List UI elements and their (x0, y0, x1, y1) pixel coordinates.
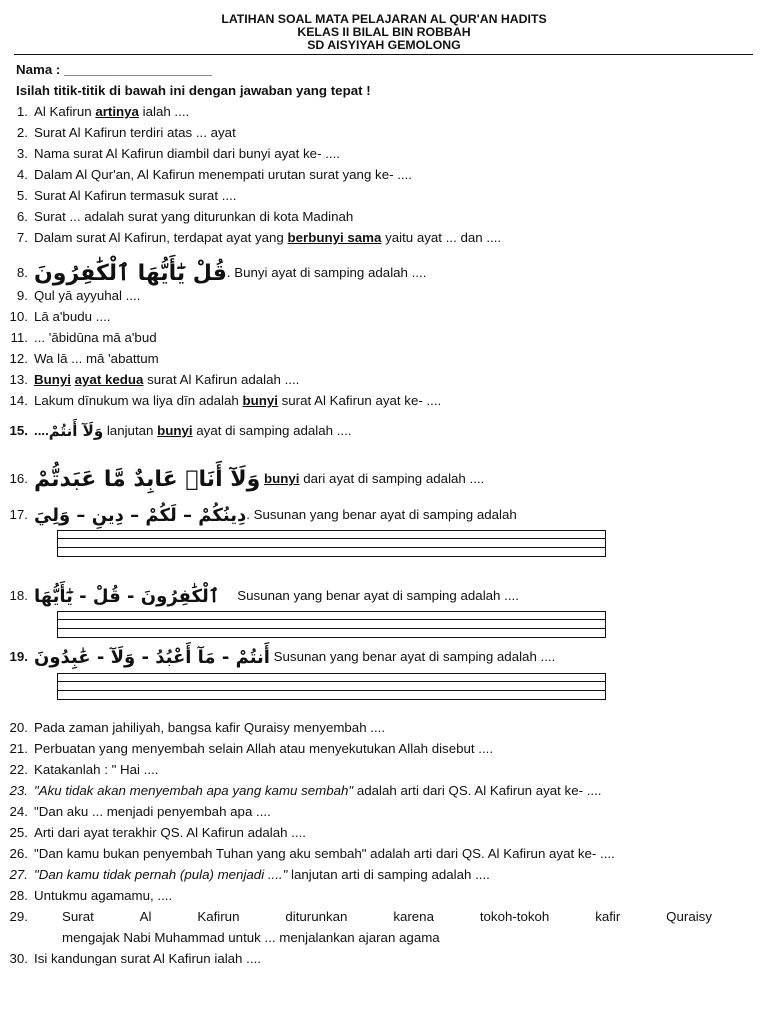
question-25: 25. Arti dari ayat terakhir QS. Al Kafirun adalah .... (9, 825, 306, 840)
arabic-verse: ٱلْكَٰفِرُونَ - قُلْ - يَٰٓأَيُّهَا (34, 586, 220, 607)
header-school: SD AISYIYAH GEMOLONG (307, 38, 461, 52)
question-22: 22. Katakanlah : " Hai .... (9, 762, 159, 777)
question-26: 26. "Dan kamu bukan penyembah Tuhan yang aku sembah" adalah arti dari QS. Al Kafirun ayat ke- .... (9, 846, 615, 861)
question-18: 18. ٱلْكَٰفِرُونَ - قُلْ - يَٰٓأَيُّهَا Susunan yang benar ayat di samping adalah .... (9, 586, 519, 607)
question-12: 12. Wa lā ... mā 'abattum (9, 351, 159, 366)
question-23: 23. "Aku tidak akan menyembah apa yang kamu sembah" adalah arti dari QS. Al Kafirun ayat ke- .... (9, 783, 602, 798)
emphasis: bunyi (157, 423, 193, 438)
emphasis: berbunyi sama (287, 230, 382, 245)
question-6: 6. Surat ... adalah surat yang diturunkan di kota Madinah (16, 209, 354, 224)
question-9: 9. Qul yā ayyuhal .... (16, 288, 141, 303)
question-21: 21. Perbuatan yang menyembah selain Allah atau menyekutukan Allah disebut .... (9, 741, 494, 756)
arabic-verse: قُلْ يَٰٓأَيُّهَا ٱلْكَٰفِرُونَ (34, 261, 227, 286)
question-14: 14. Lakum dīnukum wa liya dīn adalah bunyi surat Al Kafirun ayat ke- .... (9, 393, 442, 408)
emphasis: bunyi (264, 471, 300, 486)
question-29-line1: Surat Al Kafirun diturunkan karena tokoh-tokoh kafir Quraisy (62, 909, 712, 924)
question-1: 1. Al Kafirun artinya ialah .... (16, 104, 190, 119)
question-13: 13. Bunyi ayat kedua surat Al Kafirun adalah .... (9, 372, 300, 387)
instruction: Isilah titik-titik di bawah ini dengan jawaban yang tepat ! (16, 83, 371, 98)
emphasis: Bunyi (34, 372, 71, 387)
question-30: 30. Isi kandungan surat Al Kafirun ialah .... (9, 951, 261, 966)
worksheet-header (0, 13, 768, 52)
question-5: 5. Surat Al Kafirun termasuk surat .... (16, 188, 237, 203)
header-class: KELAS II BILAL BIN ROBBAH (297, 25, 471, 39)
question-10: 10. Lā a'budu .... (9, 309, 111, 324)
question-28: 28. Untukmu agamamu, .... (9, 888, 173, 903)
name-field (16, 62, 212, 78)
arabic-verse: أَنتُمْ - مَآ أَعْبُدُ - وَلَآ - عَٰبِدُونَ (34, 647, 270, 668)
answer-lines-18[interactable] (57, 611, 606, 638)
emphasis: bunyi (242, 393, 278, 408)
name-blank[interactable]: ____________________ (64, 62, 212, 77)
question-20: 20. Pada zaman jahiliyah, bangsa kafir Quraisy menyembah .... (9, 720, 386, 735)
name-label: Nama : (16, 62, 61, 77)
header-title: LATIHAN SOAL MATA PELAJARAN AL QUR'AN HADITS (221, 12, 547, 26)
question-24: 24. "Dan aku ... menjadi penyembah apa .... (9, 804, 271, 819)
question-7: 7. Dalam surat Al Kafirun, terdapat ayat yang berbunyi sama yaitu ayat ... dan .... (16, 230, 502, 245)
question-4: 4. Dalam Al Qur'an, Al Kafirun menempati urutan surat yang ke- .... (16, 167, 412, 182)
arabic-verse: وَلَآ أَنتُمْ (48, 422, 104, 440)
arabic-verse: وَلَآ أَنَا۠ عَابِدٌ مَّا عَبَدتُّمْ (34, 467, 261, 492)
arabic-verse: دِينُكُمْ – لَكُمْ – دِينِ – وَلِيَ (34, 505, 247, 526)
question-8: 8. قُلْ يَٰٓأَيُّهَا ٱلْكَٰفِرُونَ. Bunyi ayat di samping adalah .... (16, 261, 427, 286)
emphasis: ayat kedua (74, 372, 144, 387)
question-15: 15. ....وَلَآ أَنتُمْ lanjutan bunyi ayat di samping adalah .... (9, 422, 352, 440)
question-17: 17. دِينُكُمْ – لَكُمْ – دِينِ – وَلِيَ. Susunan yang benar ayat di samping adalah (9, 505, 517, 526)
answer-lines-17[interactable] (57, 530, 606, 557)
emphasis: artinya (95, 104, 139, 119)
question-3: 3. Nama surat Al Kafirun diambil dari bunyi ayat ke- .... (16, 146, 340, 161)
question-29-line2: mengajak Nabi Muhammad untuk ... menjalankan ajaran agama (62, 930, 440, 945)
question-2: 2. Surat Al Kafirun terdiri atas ... ayat (16, 125, 236, 140)
header-divider (14, 54, 753, 55)
question-27: 27. "Dan kamu tidak pernah (pula) menjadi ...." lanjutan arti di samping adalah .... (9, 867, 490, 882)
question-19: 19. أَنتُمْ - مَآ أَعْبُدُ - وَلَآ - عَٰبِدُونَ Susunan yang benar ayat di samping adalah .... (9, 647, 556, 668)
question-11: 11. ... 'ābidūna mā a'bud (10, 330, 157, 345)
question-16: 16. وَلَآ أَنَا۠ عَابِدٌ مَّا عَبَدتُّمْ bunyi dari ayat di samping adalah .... (9, 467, 485, 492)
answer-lines-19[interactable] (57, 673, 606, 700)
question-29-number: 29. (9, 909, 28, 924)
